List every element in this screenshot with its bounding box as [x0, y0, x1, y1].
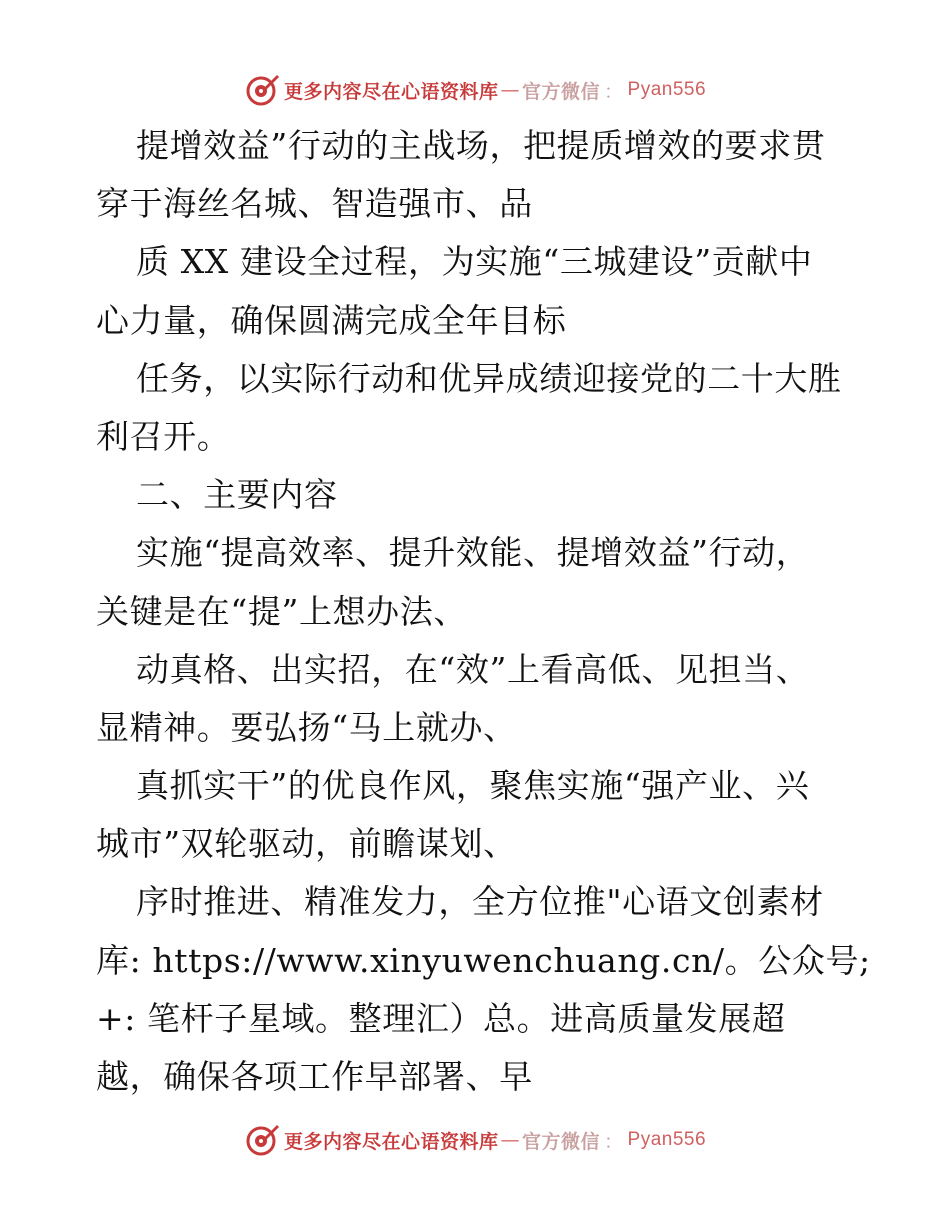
- text-line: 质 XX 建设全过程，为实施“三城建设”贡献中: [136, 242, 813, 282]
- text-line: 关键是在“提”上想办法、: [96, 591, 467, 631]
- text-line: +: 笔杆子星域。整理汇）总。进高质量发展超: [96, 998, 786, 1038]
- footer-watermark: [0, 1120, 950, 1160]
- text-line: 提增效益”行动的主战场，把提质增效的要求贯: [136, 126, 826, 165]
- text-line: 真抓实干”的优良作风，聚焦实施“强产业、兴: [136, 766, 810, 806]
- text-line: 实施“提高效率、提升效能、提增效益”行动，: [136, 533, 810, 573]
- text-line: 城市”双轮驱动，前瞻谋划、: [96, 824, 517, 864]
- text-line: 穿于海丝名城、智造强市、品: [96, 184, 533, 224]
- watermark-wechat-id: Pyan556: [627, 79, 707, 100]
- watermark-separator: —: [500, 79, 520, 101]
- text-line: 任务，以实际行动和优异成绩迎接党的二十大胜: [136, 358, 842, 398]
- header-watermark: [0, 70, 950, 110]
- watermark-colon: ：: [604, 1130, 624, 1153]
- text-line: 越，确保各项工作早部署、早: [96, 1057, 533, 1096]
- text-line: 动真格、出实招，在“效”上看高低、见担当、: [136, 649, 810, 689]
- pen-logo-icon: [244, 72, 280, 108]
- watermark-sub-text: 官方微信: [521, 1130, 600, 1153]
- pen-logo-icon: [244, 1122, 280, 1158]
- text-line: 利召开。: [96, 416, 231, 456]
- text-line: 显精神。要弘扬“马上就办、: [96, 707, 517, 747]
- text-line: 序时推进、精准发力，全方位推"心语文创素材: [136, 882, 824, 922]
- watermark-colon: ：: [604, 80, 624, 103]
- watermark-main-text: 更多内容尽在心语资料库: [283, 80, 499, 103]
- watermark-wechat-id: Pyan556: [627, 1129, 707, 1150]
- section-heading: 二、主要内容: [136, 475, 338, 515]
- document-body: [96, 117, 876, 1106]
- watermark-main-text: 更多内容尽在心语资料库: [283, 1130, 499, 1153]
- watermark-sub-text: 官方微信: [521, 80, 600, 103]
- watermark-separator: —: [500, 1129, 520, 1151]
- text-line: 心力量，确保圆满完成全年目标: [96, 300, 567, 340]
- text-line: 库: https://www.xinyuwenchuang.cn/。公众号;: [96, 940, 871, 980]
